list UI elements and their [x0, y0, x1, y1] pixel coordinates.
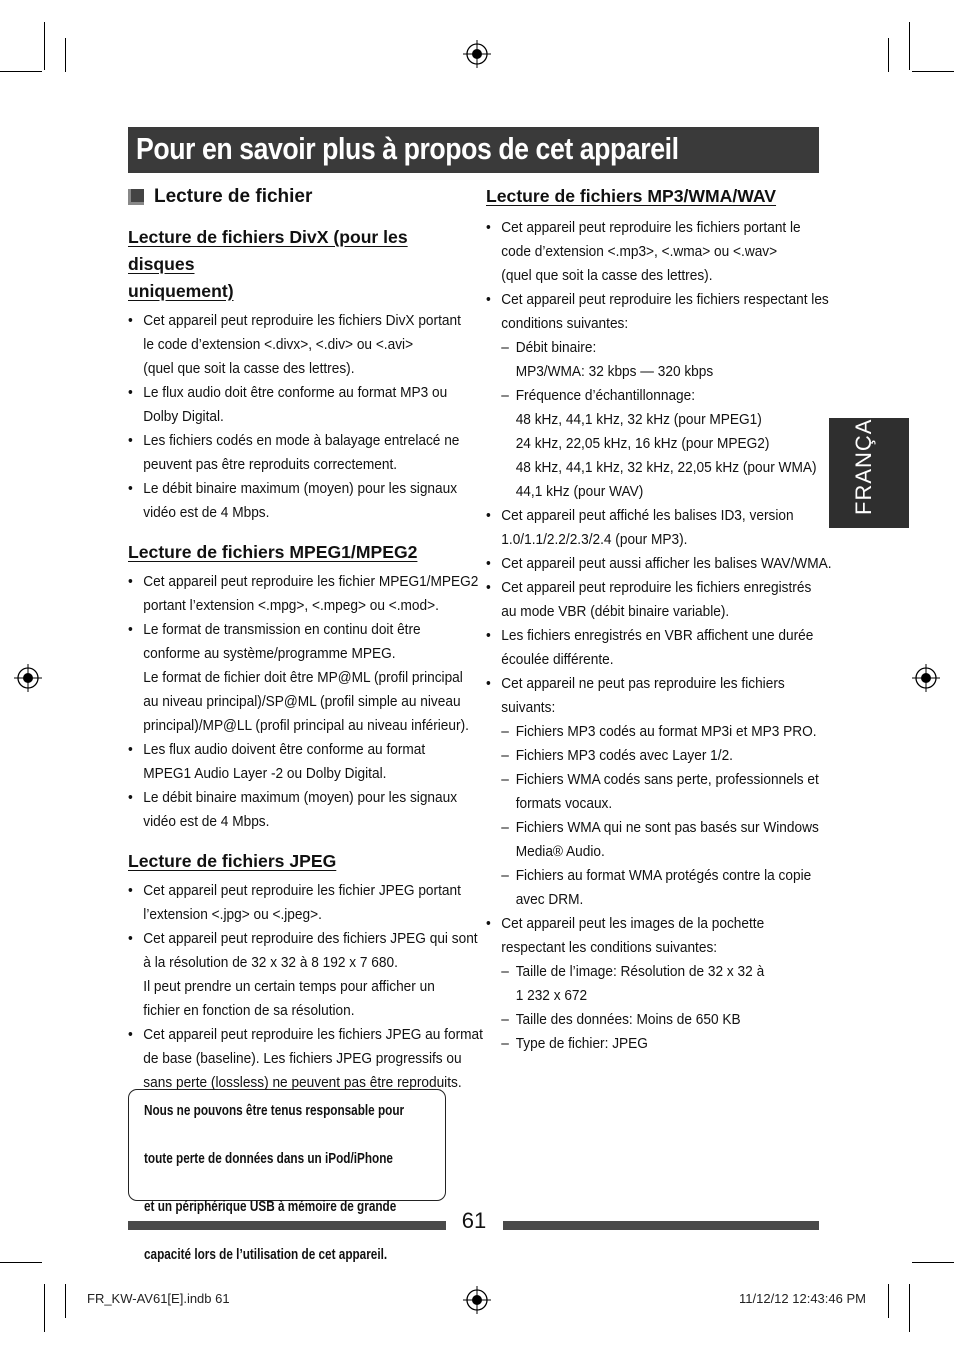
- list-item: • Cet appareil peut reproduire des fichiers JPEG qui sont à la résolution de 32 x 32 à 8 192 x 7 680. Il peut prendre un certain temps pour afficher un fichier en fonction de sa résolution.: [128, 927, 483, 1023]
- crop-mark: [909, 1284, 910, 1332]
- list-item: • Cet appareil peut reproduire les fichiers JPEG au format de base (baseline). Les fichiers JPEG progressifs ou sans perte (lossless) ne peuvent pas être reproduits.: [128, 1023, 483, 1095]
- section-square-icon: [128, 189, 144, 205]
- registration-mark-icon: [463, 1286, 491, 1314]
- registration-mark-icon: [463, 40, 491, 68]
- heading-mp3-wma-wav: Lecture de fichiers MP3/WMA/WAV: [486, 186, 777, 206]
- heading-jpeg: Lecture de fichiers JPEG: [128, 851, 337, 871]
- notice-text: Nous ne pouvons être tenus responsable pour toute perte de données dans un iPod/iPhone et un périphérique USB à mémoire de grande capacité lors de l’utilisation de cet appareil.: [144, 1102, 405, 1263]
- page-number: 61: [461, 1208, 487, 1233]
- crop-mark: [65, 1284, 66, 1318]
- list-item: • Cet appareil peut reproduire les fichiers portant le code d’extension <.mp3>, <.wma> ou <.wav> (quel que soit la casse des lettres).: [486, 216, 839, 288]
- list-item: • Cet appareil peut reproduire les fichiers enregistrés au mode VBR (débit binaire variable).: [486, 576, 839, 624]
- crop-mark: [909, 22, 910, 70]
- sub-item: – Taille de l’image: Résolution de 32 x 32 à 1 232 x 672: [501, 960, 839, 1008]
- language-label: FRANÇAIS: [851, 395, 876, 515]
- section-title: Lecture de fichier: [154, 186, 313, 207]
- footer-rule-left: [128, 1221, 446, 1230]
- crop-mark: [912, 1262, 954, 1263]
- crop-mark: [888, 38, 889, 72]
- sub-item: – Fichiers au format WMA protégés contre la copie avec DRM.: [501, 864, 839, 912]
- slug-file-info: FR_KW-AV61[E].indb 61: [87, 1291, 230, 1306]
- list-item: • Le format de transmission en continu doit être conforme au système/programme MPEG. Le format de fichier doit être MP@ML (profil principal au niveau principal)/SP@ML (profil simple au niveau principal)/MP@LL (profil principal au niveau inférieur).: [128, 618, 483, 738]
- left-column: [128, 183, 483, 1095]
- list-item: • Cet appareil peut aussi afficher les balises WAV/WMA.: [486, 552, 839, 576]
- jpeg-list: [128, 879, 483, 1095]
- sub-item: – Taille des données: Moins de 650 KB: [501, 1008, 839, 1032]
- section-header: [128, 183, 468, 210]
- crop-mark: [888, 1284, 889, 1318]
- sub-item: – Fréquence d’échantillonnage: 48 kHz, 44,1 kHz, 32 kHz (pour MPEG1) 24 kHz, 22,05 kHz, 16 kHz (pour MPEG2) 48 kHz, 44,1 kHz, 32 kHz, 22,05 kHz (pour WMA) 44,1 kHz (pour WAV): [501, 384, 839, 504]
- crop-mark: [912, 71, 954, 72]
- sub-item: – Fichiers MP3 codés au format MP3i et MP3 PRO.: [501, 720, 839, 744]
- list-item: • Cet appareil peut reproduire les fichier MPEG1/MPEG2 portant l’extension <.mpg>, <.mpeg> ou <.mod>.: [128, 570, 483, 618]
- slug-timestamp: 11/12/12 12:43:46 PM: [739, 1291, 866, 1306]
- heading-mpeg: Lecture de fichiers MPEG1/MPEG2: [128, 542, 418, 562]
- list-item: • Le débit binaire maximum (moyen) pour les signaux vidéo est de 4 Mbps.: [128, 786, 483, 834]
- list-item: • Cet appareil peut les images de la pochette respectant les conditions suivantes: – Taille de l’image: Résolution de 32 x 32 à 1 232 x 672 – Taille des données: Moins de 650 KB – Type de fichier: JPEG: [486, 912, 839, 1056]
- registration-mark-icon: [14, 664, 42, 692]
- page-title: Pour en savoir plus à propos de cet appareil: [136, 131, 679, 166]
- list-item: • Les fichiers codés en mode à balayage entrelacé ne peuvent pas être reproduits correctement.: [128, 429, 483, 477]
- list-item: • Cet appareil peut reproduire les fichiers respectant les conditions suivantes: – Débit binaire: MP3/WMA: 32 kbps — 320 kbps – Fréquence d’échantillonnage: 48 kHz, 44,1 kHz, 32 kHz (pour MPEG1) 24 kHz, 22,05 kHz, 16 kHz (pour MPEG2) 48 kHz, 44,1 kHz, 32 kHz, 22,05 kHz (pour WMA) 44,1 kHz (pour WAV): [486, 288, 839, 504]
- list-item: • Cet appareil ne peut pas reproduire les fichiers suivants: – Fichiers MP3 codés au format MP3i et MP3 PRO. – Fichiers MP3 codés avec Layer 1/2. – Fichiers WMA codés sans perte, professionnels et formats vocaux. – Fichiers WMA qui ne sont pas basés sur Windows Media® Audio. – Fichiers au format WMA protégés contre la copie avec DRM.: [486, 672, 839, 912]
- mp3-list: [486, 216, 832, 1056]
- crop-mark: [0, 1262, 42, 1263]
- crop-mark: [65, 38, 66, 72]
- sub-item: – Fichiers WMA qui ne sont pas basés sur Windows Media® Audio.: [501, 816, 839, 864]
- notice-box: [128, 1089, 446, 1263]
- heading-divx: Lecture de fichiers DivX (pour les disques uniquement): [128, 227, 408, 301]
- sub-item: – Fichiers MP3 codés avec Layer 1/2.: [501, 744, 839, 768]
- registration-mark-icon: [912, 664, 940, 692]
- right-column: [486, 183, 832, 1056]
- list-item: • Le débit binaire maximum (moyen) pour les signaux vidéo est de 4 Mbps.: [128, 477, 483, 525]
- crop-mark: [44, 22, 45, 70]
- crop-mark: [44, 1284, 45, 1332]
- language-tab: [829, 395, 909, 528]
- sub-item: – Fichiers WMA codés sans perte, professionnels et formats vocaux.: [501, 768, 839, 816]
- crop-mark: [0, 71, 42, 72]
- list-item: • Les flux audio doivent être conforme au format MPEG1 Audio Layer -2 ou Dolby Digital.: [128, 738, 483, 786]
- list-item: • Le flux audio doit être conforme au format MP3 ou Dolby Digital.: [128, 381, 483, 429]
- mpeg-list: [128, 570, 479, 834]
- sub-item: – Débit binaire: MP3/WMA: 32 kbps — 320 kbps: [501, 336, 839, 384]
- list-item: • Cet appareil peut affiché les balises ID3, version 1.0/1.1/2.2/2.3/2.4 (pour MP3).: [486, 504, 839, 552]
- footer-rule-right: [503, 1221, 819, 1230]
- list-item: • Les fichiers enregistrés en VBR affichent une durée écoulée différente.: [486, 624, 839, 672]
- sub-item: – Type de fichier: JPEG: [501, 1032, 839, 1056]
- list-item: • Cet appareil peut reproduire les fichier JPEG portant l’extension <.jpg> ou <.jpeg>.: [128, 879, 483, 927]
- divx-list: [128, 309, 468, 525]
- list-item: • Cet appareil peut reproduire les fichiers DivX portant le code d’extension <.divx>, <.div> ou <.avi> (quel que soit la casse des lettres).: [128, 309, 483, 381]
- page-title-bar: [128, 127, 819, 173]
